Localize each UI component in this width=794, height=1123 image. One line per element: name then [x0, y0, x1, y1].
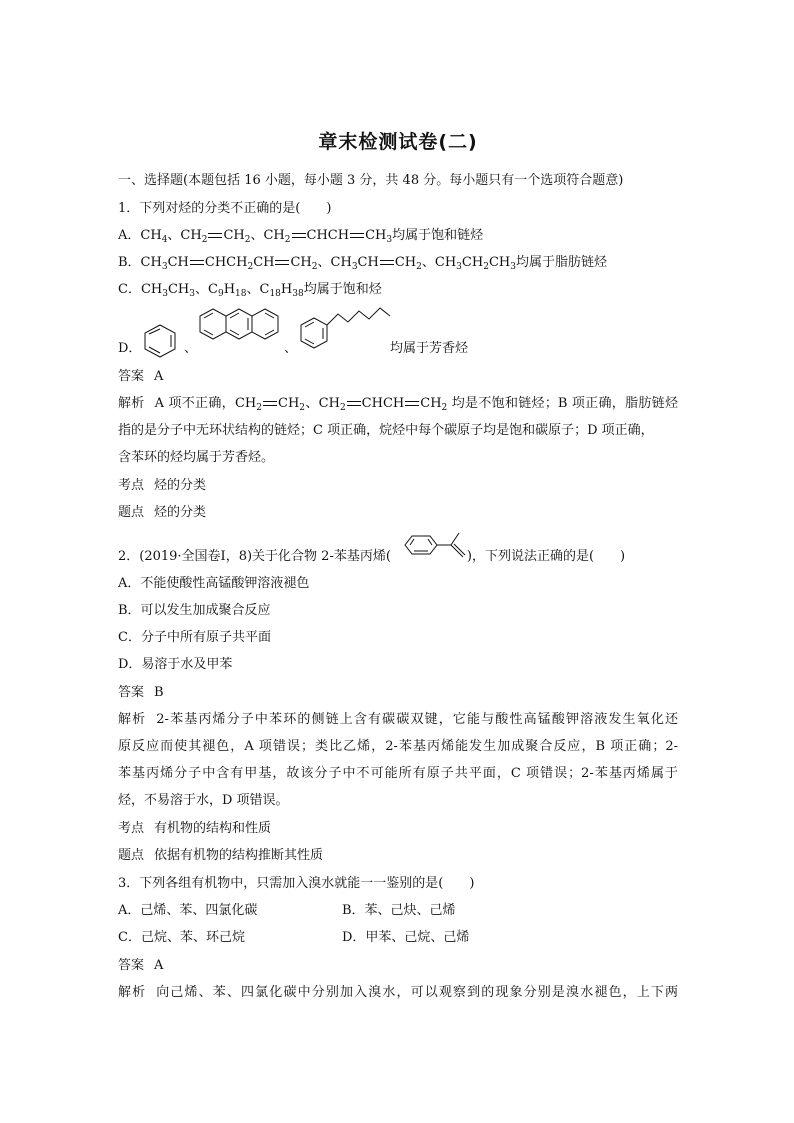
q2-option-d: D．易溶于水及甲苯 — [118, 657, 233, 672]
q3-option-d: D．甲苯、己烷、己烯 — [342, 930, 470, 945]
q2-option-c: C．分子中所有原子共平面 — [118, 630, 271, 645]
q2-analysis-line-1: 解析 2-苯基丙烯分子中苯环的侧链上含有碳碳双键，它能与酸性高锰酸钾溶液发生氧化还 — [118, 712, 678, 727]
q1-d-sep-2: 、 — [284, 341, 298, 356]
2-phenylpropene-structure — [397, 530, 473, 564]
anthracene-structure — [198, 305, 288, 355]
q1-stem: 1．下列对烃的分类不正确的是( ) — [118, 201, 332, 216]
q2-analysis-line-4: 烃，不易溶于水，D 项错误。 — [118, 793, 289, 808]
q3-option-c: C．己烷、苯、环己烷 — [118, 930, 245, 945]
q1-option-c: C．$CH_3CH_3$、$C_9H_{18}$、$C_{18}H_{38}$均属于饱和烃 — [118, 282, 382, 299]
q1-analysis-line-3: 含苯环的烃均属于芳香烃。 — [118, 450, 275, 465]
q3-option-b: B．苯、己炔、己烯 — [342, 903, 456, 918]
q1-answer: 答案 A — [118, 369, 164, 384]
q2-stem: 2．(2019·全国卷Ⅰ，8)关于化合物 2-苯基丙烯( )，下列说法正确的是( ) — [118, 549, 626, 564]
q2-analysis-line-2: 原反应而使其褪色，A 项错误；类比乙烯，2-苯基丙烯能发生加成聚合反应，B 项正确；2- — [118, 739, 678, 754]
q1-tidian: 题点 烃的分类 — [118, 505, 207, 520]
page-title: 章末检测试卷(二) — [318, 131, 478, 153]
q2-tidian: 题点 依据有机物的结构推断其性质 — [118, 848, 324, 863]
q1-option-b: B．$CH_3CH$ $CHCH_2CH$ $CH_2$、$CH_3CH$ $CH_2$、$CH_3CH_2CH_3$均属于脂肪链烃 — [118, 255, 607, 272]
q2-answer: 答案 B — [118, 685, 164, 700]
q2-analysis-line-3: 苯基丙烯分子中含有甲基，故该分子中不可能所有原子共平面，C 项错误；2-苯基丙烯属于 — [118, 766, 678, 781]
q1-kaodian: 考点 烃的分类 — [118, 478, 207, 493]
q2-option-b: B．可以发生加成聚合反应 — [118, 603, 271, 618]
q2-option-a: A．不能使酸性高锰酸钾溶液褪色 — [118, 576, 310, 591]
q1-analysis-line-2: 指的是分子中无环状结构的链烃；C 项正确，烷烃中每个碳原子均是饱和碳原子；D 项正确， — [118, 423, 654, 438]
q3-analysis-line-1: 解析 向己烯、苯、四氯化碳中分别加入溴水，可以观察到的现象分别是溴水褪色，上下两 — [118, 985, 678, 1000]
q1-d-sep-1: 、 — [184, 341, 198, 356]
q3-answer: 答案 A — [118, 958, 164, 973]
q3-option-a: A．己烯、苯、四氯化碳 — [118, 903, 258, 918]
q1-option-d-label: D． — [118, 341, 142, 356]
q1-option-a: A．$CH_4$、$CH_2$ $CH_2$、$CH_2$ CHCH $CH_3$均属于饱和链烃 — [118, 228, 484, 245]
benzene-structure — [140, 322, 180, 358]
q1-analysis-line-1: 解析 A 项不正确，$CH_2$ $CH_2$、$CH_2$ CHCH $CH_2$ 均是不饱和链烃；B 项正确，脂肪链烃 — [118, 396, 678, 413]
q1-d-tail: 均属于芳香烃 — [390, 341, 469, 356]
section-heading: 一、选择题(本题包括 16 小题，每小题 3 分，共 48 分。每小题只有一个选项符合题意) — [118, 173, 624, 188]
q2-kaodian: 考点 有机物的结构和性质 — [118, 821, 272, 836]
q3-stem: 3．下列各组有机物中，只需加入溴水就能一一鉴别的是( ) — [118, 876, 475, 891]
pentylbenzene-structure — [298, 306, 393, 354]
